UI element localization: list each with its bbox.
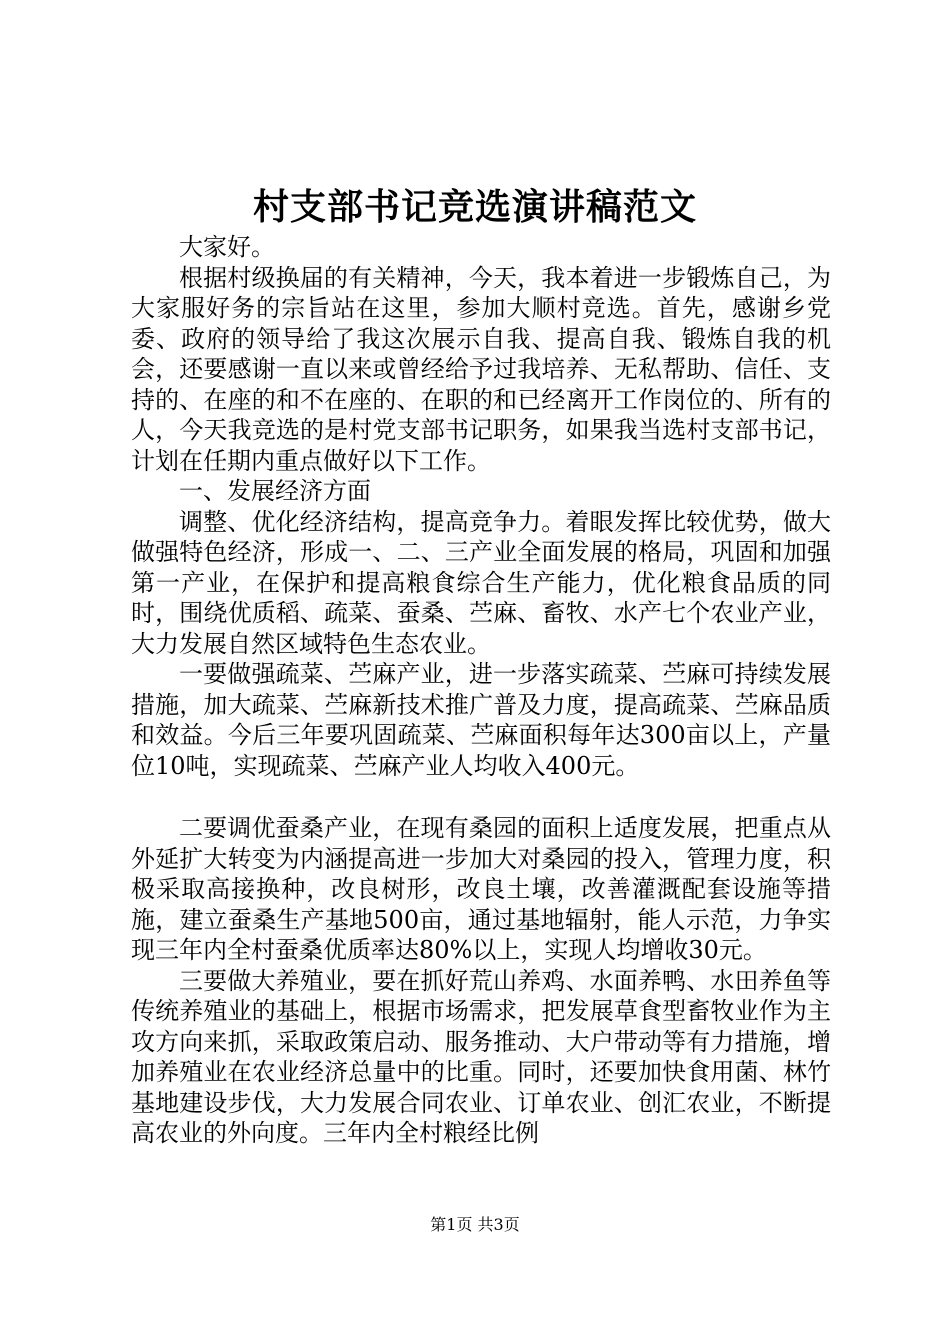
section-heading-economy: 一、发展经济方面	[179, 477, 371, 505]
document-title: 村支部书记竞选演讲稿范文	[252, 186, 697, 228]
paragraph-sericulture: 二要调优蚕桑产业，在现有桑园的面积上适度发展，把重点从外延扩大转变为内涵提高进一步加大对桑园的投入，管理力度，积极采取高接换种，改良树形，改良土壤，改善灌溉配套设施等措施，建立蚕桑生产基地500亩，通过基地辐射，能人示范，力争实现三年内全村蚕桑优质率达80%以上，实现人均增收30元。	[131, 814, 831, 964]
page-footer: 第1页 共3页	[430, 1215, 520, 1234]
paragraph-spacer	[131, 781, 831, 813]
paragraph-economy-structure: 调整、优化经济结构，提高竞争力。着眼发挥比较优势，做大做强特色经济，形成一、二、三产业全面发展的格局，巩固和加强第一产业，在保护和提高粮食综合生产能力，优化粮食品质的同时，围绕优质稻、疏菜、蚕桑、苎麻、畜牧、水产七个农业产业，大力发展自然区域特色生态农业。	[131, 507, 831, 658]
paragraph-intro: 根据村级换届的有关精神，今天，我本着进一步锻炼自己，为大家服好务的宗旨站在这里，参加大顺村竞选。首先，感谢乡党委、政府的领导给了我这次展示自我、提高自我、锻炼自我的机会，还要感谢一直以来或曾经给予过我培养、无私帮助、信任、支持的、在座的和不在座的、在职的和已经离开工作岗位的、所有的人，今天我竞选的是村党支部书记职务，如果我当选村支部书记，计划在任期内重点做好以下工作。	[131, 263, 831, 475]
paragraph-greeting: 大家好。	[179, 233, 275, 261]
paragraph-vegetables-ramie: 一要做强疏菜、苎麻产业，进一步落实疏菜、苎麻可持续发展措施，加大疏菜、苎麻新技术推广普及力度，提高疏菜、苎麻品质和效益。今后三年要巩固疏菜、苎麻面积每年达300亩以上，产量位10吨，实现疏菜、苎麻产业人均收入400元。	[131, 660, 831, 780]
paragraph-livestock: 三要做大养殖业，要在抓好荒山养鸡、水面养鸭、水田养鱼等传统养殖业的基础上，根据市场需求，把发展草食型畜牧业作为主攻方向来抓，采取政策启动、服务推动、大户带动等有力措施，增加养殖业在农业经济总量中的比重。同时，还要加快食用菌、林竹基地建设步伐，大力发展合同农业、订单农业、创汇农业，不断提高农业的外向度。三年内全村粮经比例	[131, 966, 831, 1147]
document-body	[131, 232, 831, 1149]
